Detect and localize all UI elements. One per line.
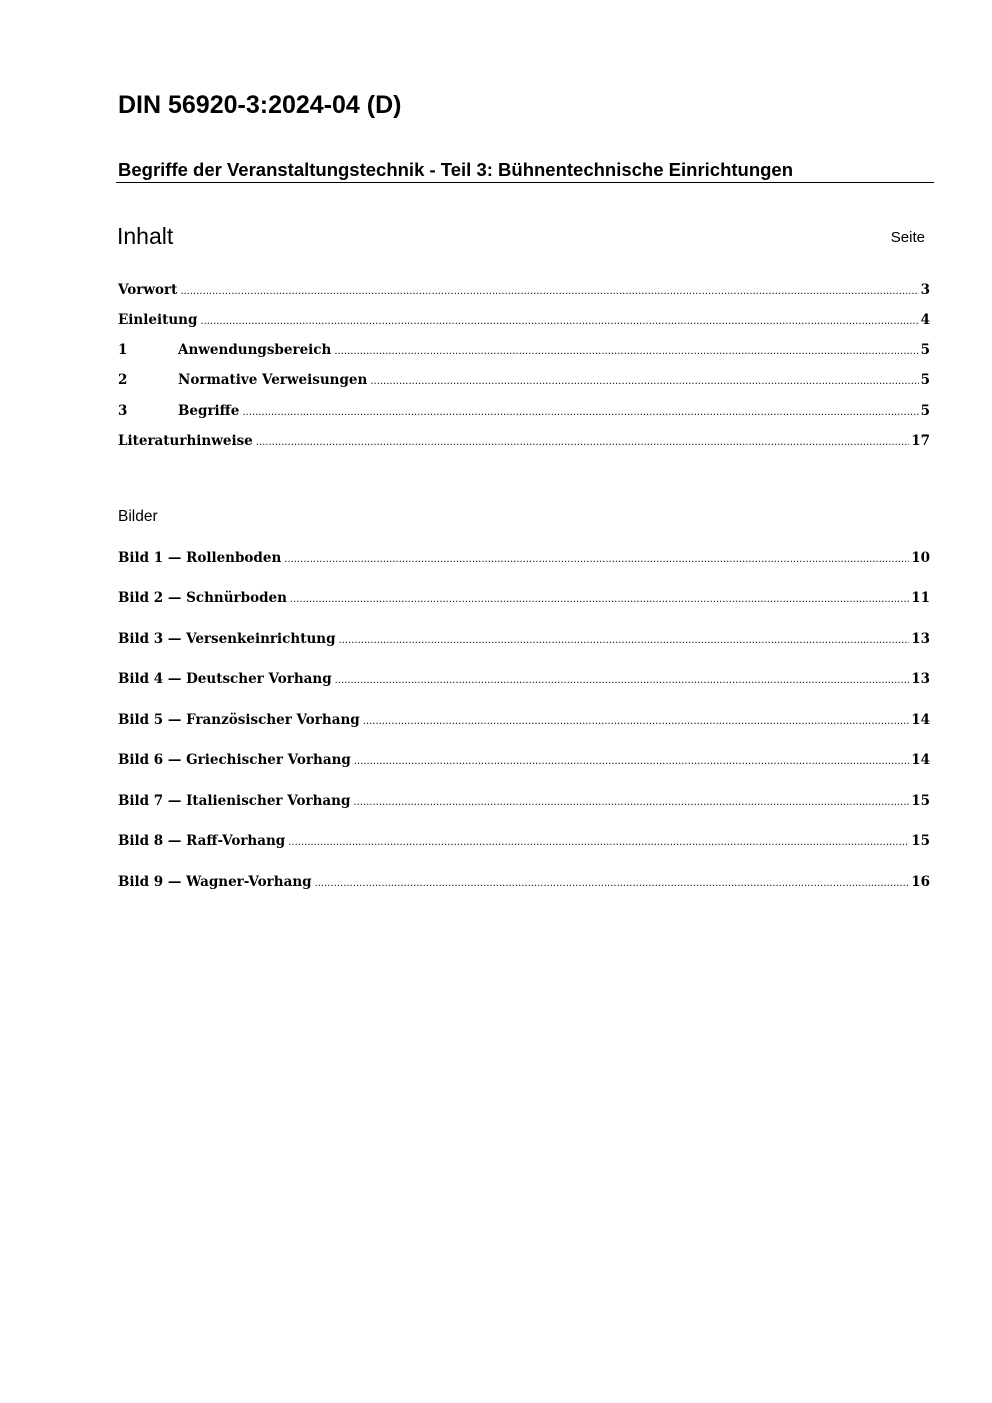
toc-entry-page: 5: [920, 403, 930, 419]
toc-entry-label: Vorwort: [118, 282, 178, 298]
figure-entry-page: 15: [911, 833, 930, 849]
document-subtitle: Begriffe der Veranstaltungstechnik - Teil 3: Bühnentechnische Einrichtungen: [118, 159, 794, 180]
dot-leader: [288, 832, 909, 854]
figure-entry-page: 16: [911, 874, 930, 890]
toc-entry-begriffe[interactable]: [118, 400, 930, 422]
dot-leader: [370, 371, 918, 393]
figure-entry[interactable]: [118, 587, 930, 609]
figure-entry-label: Bild 8 — Raff-Vorhang: [118, 833, 286, 849]
figure-entry-page: 13: [911, 631, 930, 647]
figure-entry-label: Bild 4 — Deutscher Vorhang: [118, 671, 332, 687]
dot-leader: [315, 873, 910, 895]
toc-entry-page: 4: [920, 312, 930, 328]
figure-entry[interactable]: [118, 668, 930, 690]
toc-entry-label: Anwendungsbereich: [178, 342, 332, 358]
toc-entry-literaturhinweise[interactable]: [118, 430, 930, 452]
toc-entry-label: Literaturhinweise: [118, 433, 253, 449]
page-column-label: Seite: [890, 229, 925, 246]
toc-entry-label: Einleitung: [118, 312, 198, 328]
figure-entry-label: Bild 1 — Rollenboden: [118, 550, 282, 566]
toc-heading: Inhalt: [117, 223, 174, 249]
figure-entry-page: 10: [911, 550, 930, 566]
figure-entry-page: 15: [911, 793, 930, 809]
toc-entry-number: 3: [118, 403, 128, 419]
toc-entry-label: Normative Verweisungen: [178, 372, 368, 388]
figure-entry[interactable]: [118, 790, 930, 812]
figure-entry-page: 13: [911, 671, 930, 687]
toc-entry-label: Begriffe: [178, 403, 240, 419]
dot-leader: [339, 630, 910, 652]
figure-entry-label: Bild 9 — Wagner-Vorhang: [118, 874, 312, 890]
figure-entry-label: Bild 5 — Französischer Vorhang: [118, 712, 360, 728]
dot-leader: [335, 670, 910, 692]
figure-entry-label: Bild 6 — Griechischer Vorhang: [118, 752, 351, 768]
header-divider: [116, 182, 934, 183]
figure-entry-label: Bild 7 — Italienischer Vorhang: [118, 793, 351, 809]
dot-leader: [284, 549, 909, 571]
toc-entry-page: 3: [920, 282, 930, 298]
figure-entry-page: 11: [911, 590, 930, 606]
dot-leader: [180, 281, 918, 303]
figure-entry[interactable]: [118, 628, 930, 650]
dot-leader: [256, 432, 909, 454]
dot-leader: [242, 402, 918, 424]
figure-entry-label: Bild 3 — Versenkeinrichtung: [118, 631, 336, 647]
dot-leader: [353, 792, 909, 814]
toc-entry-number: 1: [118, 342, 128, 358]
toc-entry-normative-verweisungen[interactable]: [118, 369, 930, 391]
figure-entry-page: 14: [911, 752, 930, 768]
dot-leader: [363, 711, 909, 733]
toc-entry-page: 5: [920, 372, 930, 388]
toc-entry-page: 5: [920, 342, 930, 358]
dot-leader: [290, 589, 909, 611]
dot-leader: [334, 341, 918, 363]
document-title: DIN 56920-3:2024-04 (D): [118, 91, 402, 119]
figure-entry-page: 14: [911, 712, 930, 728]
toc-entry-vorwort[interactable]: [118, 279, 930, 301]
figure-entry-label: Bild 2 — Schnürboden: [118, 590, 287, 606]
toc-entry-number: 2: [118, 372, 128, 388]
figure-entry[interactable]: [118, 871, 930, 893]
toc-entry-anwendungsbereich[interactable]: [118, 339, 930, 361]
figures-heading: Bilder: [118, 508, 158, 525]
toc-entry-page: 17: [911, 433, 930, 449]
figure-entry[interactable]: [118, 709, 930, 731]
figure-entry[interactable]: [118, 830, 930, 852]
dot-leader: [354, 751, 909, 773]
figure-entry[interactable]: [118, 547, 930, 569]
figure-entry[interactable]: [118, 749, 930, 771]
dot-leader: [200, 311, 918, 333]
toc-entry-einleitung[interactable]: [118, 309, 930, 331]
